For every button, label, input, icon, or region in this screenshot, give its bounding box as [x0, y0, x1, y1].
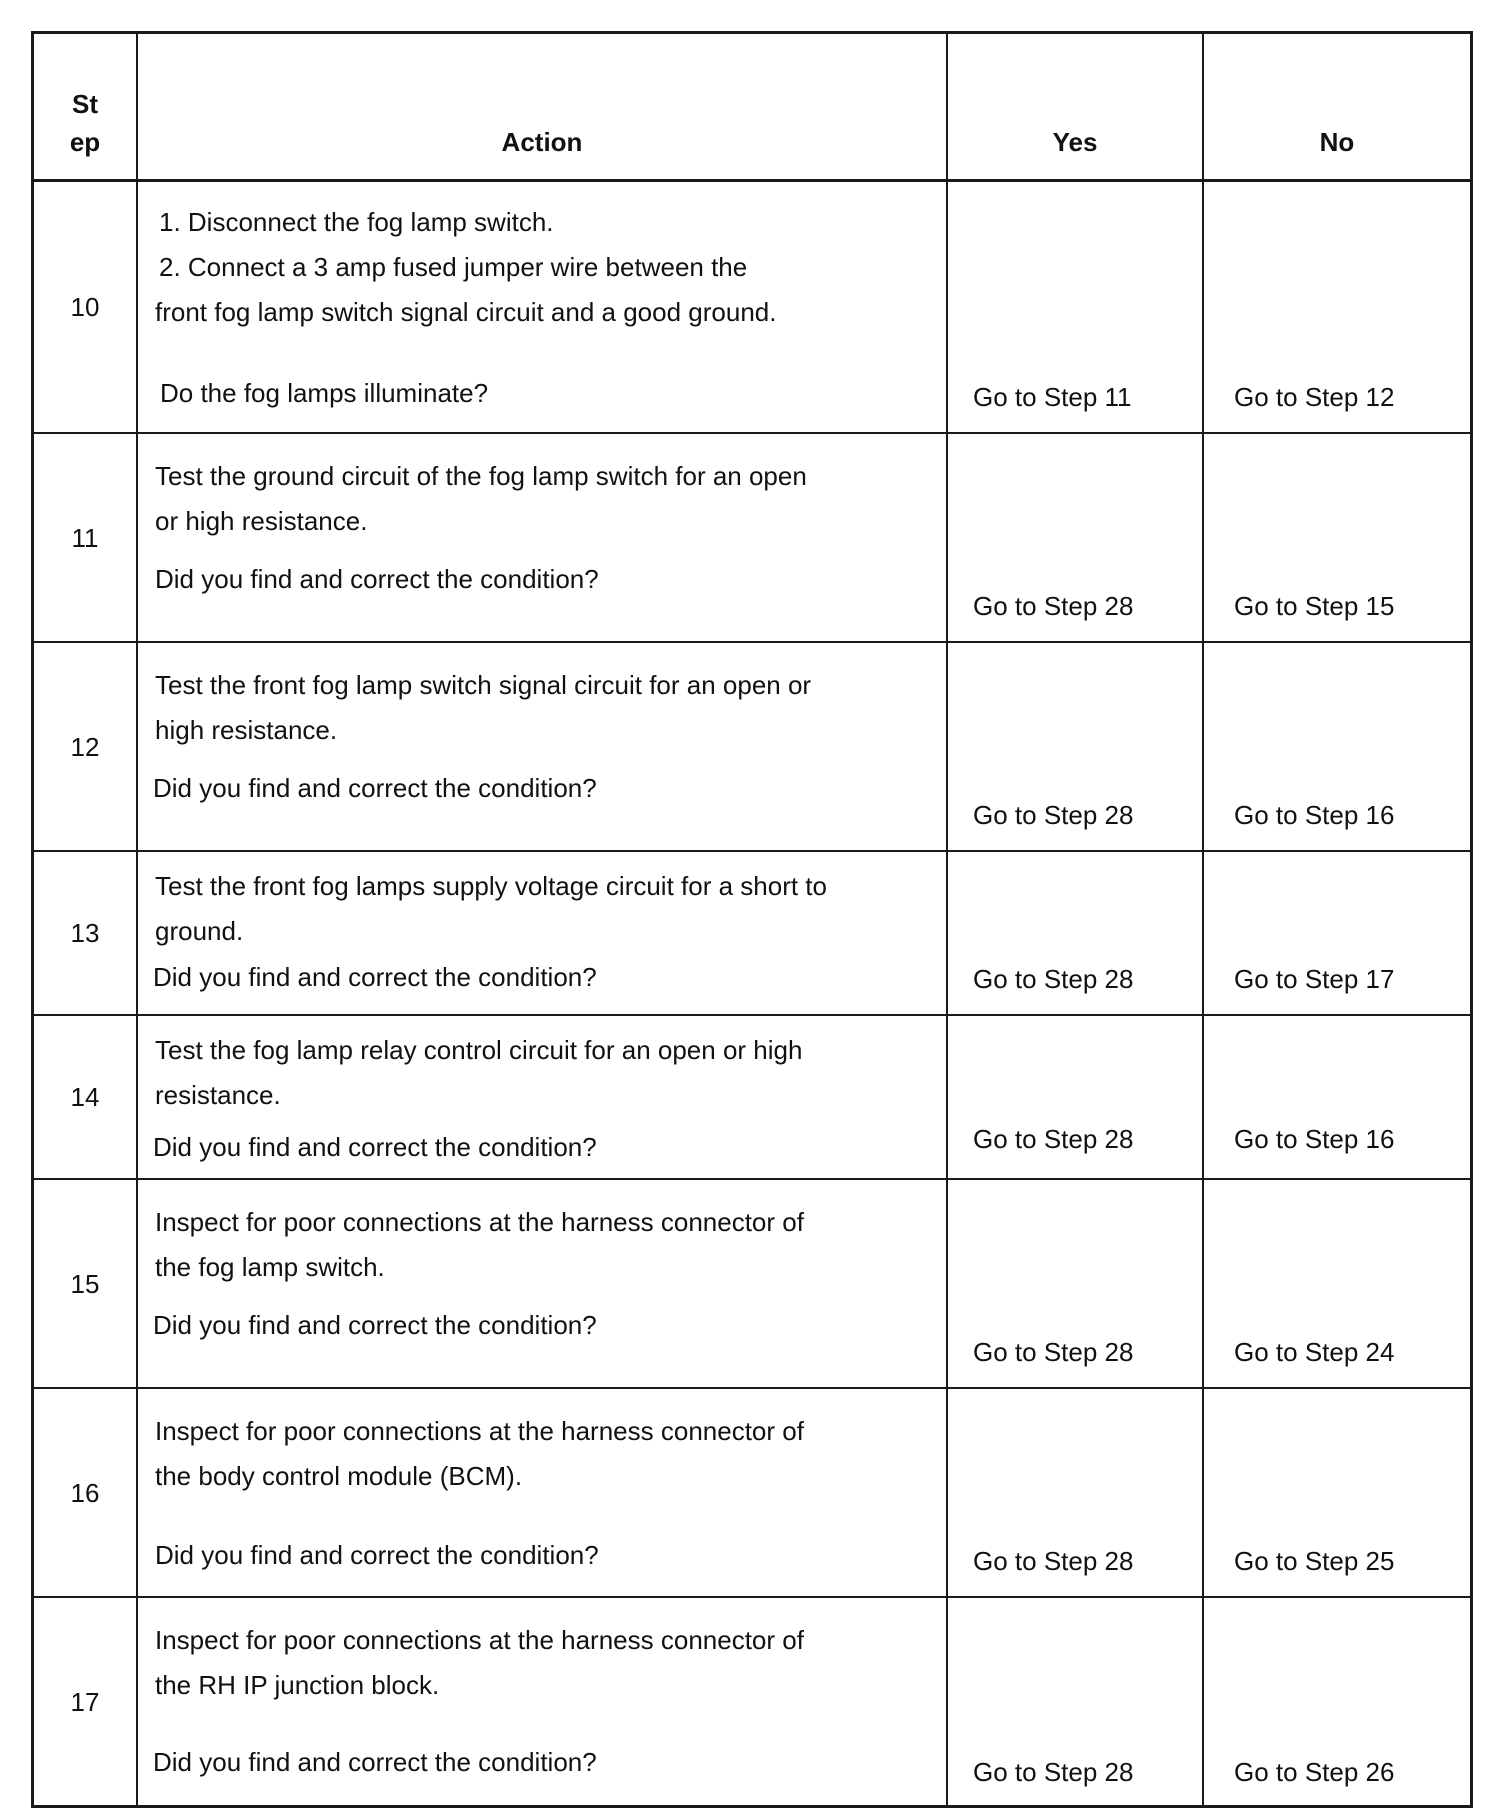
yes-goto-text: Go to Step 28	[973, 1757, 1134, 1787]
no-cell	[1204, 1180, 1470, 1387]
no-goto-text: Go to Step 16	[1234, 800, 1395, 830]
action-line: front fog lamp switch signal circuit and a good ground.	[155, 297, 777, 327]
header-yes-cell	[948, 34, 1204, 179]
action-cell	[138, 852, 948, 1014]
action-line: Test the fog lamp relay control circuit for an open or high	[155, 1035, 803, 1065]
action-line: the fog lamp switch.	[155, 1252, 385, 1282]
action-line: Inspect for poor connections at the harness connector of	[155, 1416, 804, 1446]
diagnostic-table	[31, 31, 1473, 1808]
action-line: the body control module (BCM).	[155, 1461, 523, 1491]
yes-cell	[948, 1180, 1204, 1387]
no-goto-text: Go to Step 17	[1234, 964, 1395, 994]
action-line: Test the front fog lamps supply voltage circuit for a short to	[155, 871, 827, 901]
step-cell	[34, 1389, 138, 1596]
action-cell	[138, 643, 948, 850]
no-goto-text: Go to Step 16	[1234, 1124, 1395, 1154]
header-yes-label: Yes	[1052, 127, 1098, 157]
action-cell	[138, 434, 948, 641]
no-cell	[1204, 434, 1470, 641]
yes-goto-text: Go to Step 11	[973, 382, 1132, 412]
action-line: or high resistance.	[155, 506, 368, 536]
header-step-label	[34, 85, 136, 161]
step-cell	[34, 434, 138, 641]
yes-goto-text: Go to Step 28	[973, 800, 1134, 830]
no-cell	[1204, 643, 1470, 850]
table-row	[34, 1180, 1470, 1389]
step-cell	[34, 1180, 138, 1387]
table-row	[34, 852, 1470, 1016]
yes-goto-text: Go to Step 28	[973, 591, 1134, 621]
action-question: Did you find and correct the condition?	[155, 564, 599, 594]
table-row	[34, 434, 1470, 643]
header-no-label: No	[1319, 127, 1355, 157]
yes-cell	[948, 852, 1204, 1014]
yes-cell	[948, 1598, 1204, 1805]
action-line: Inspect for poor connections at the harness connector of	[155, 1625, 804, 1655]
action-cell	[138, 182, 948, 432]
action-text	[155, 663, 886, 753]
action-text	[155, 1200, 886, 1290]
action-question: Do the fog lamps illuminate?	[160, 378, 489, 408]
yes-cell	[948, 434, 1204, 641]
no-goto-text: Go to Step 24	[1234, 1337, 1395, 1367]
step-cell	[34, 1016, 138, 1178]
step-number: 15	[70, 1268, 100, 1299]
table-row	[34, 1016, 1470, 1180]
no-cell	[1204, 182, 1470, 432]
action-cell	[138, 1598, 948, 1805]
action-cell	[138, 1180, 948, 1387]
step-cell	[34, 852, 138, 1014]
yes-goto-text: Go to Step 28	[973, 1124, 1134, 1154]
header-action-cell	[138, 34, 948, 179]
yes-cell	[948, 182, 1204, 432]
action-question: Did you find and correct the condition?	[153, 962, 597, 992]
no-cell	[1204, 1598, 1470, 1805]
table-row	[34, 643, 1470, 852]
action-line: high resistance.	[155, 715, 338, 745]
header-step-line1: St	[72, 89, 98, 119]
action-text	[155, 864, 886, 954]
action-line: Inspect for poor connections at the harness connector of	[155, 1207, 804, 1237]
step-cell	[34, 1598, 138, 1805]
no-goto-text: Go to Step 15	[1234, 591, 1395, 621]
action-question: Did you find and correct the condition?	[153, 1747, 597, 1777]
table-header-row	[34, 34, 1470, 182]
no-cell	[1204, 852, 1470, 1014]
yes-goto-text: Go to Step 28	[973, 964, 1134, 994]
table-row	[34, 1389, 1470, 1598]
yes-cell	[948, 1016, 1204, 1178]
action-question: Did you find and correct the condition?	[153, 773, 597, 803]
action-cell	[138, 1389, 948, 1596]
action-line: resistance.	[155, 1080, 281, 1110]
header-step-line2: ep	[69, 127, 101, 157]
step-number: 17	[70, 1686, 100, 1717]
action-question: Did you find and correct the condition?	[153, 1132, 597, 1162]
no-cell	[1204, 1016, 1470, 1178]
action-question: Did you find and correct the condition?	[153, 1310, 597, 1340]
no-goto-text: Go to Step 12	[1234, 382, 1395, 412]
yes-cell	[948, 643, 1204, 850]
no-cell	[1204, 1389, 1470, 1596]
header-action-label: Action	[501, 127, 583, 157]
action-line: Test the ground circuit of the fog lamp switch for an open	[155, 461, 807, 491]
header-no-cell	[1204, 34, 1470, 179]
no-goto-text: Go to Step 25	[1234, 1546, 1395, 1576]
step-number: 10	[70, 292, 100, 322]
table-row	[34, 182, 1470, 434]
action-line: Test the front fog lamp switch signal circuit for an open or	[155, 670, 812, 700]
action-line: 2. Connect a 3 amp fused jumper wire between the	[159, 252, 748, 282]
step-number: 11	[71, 522, 99, 553]
step-number: 14	[70, 1082, 100, 1112]
header-step-cell	[34, 34, 138, 179]
action-text	[155, 454, 886, 544]
step-cell	[34, 643, 138, 850]
action-line: 1. Disconnect the fog lamp switch.	[159, 207, 554, 237]
step-number: 12	[70, 731, 100, 762]
action-cell	[138, 1016, 948, 1178]
step-number: 16	[70, 1477, 100, 1508]
step-cell	[34, 182, 138, 432]
action-text	[155, 1028, 886, 1118]
action-line: ground.	[155, 916, 244, 946]
table-row	[34, 1598, 1470, 1805]
action-text	[155, 1618, 886, 1708]
yes-cell	[948, 1389, 1204, 1596]
yes-goto-text: Go to Step 28	[973, 1337, 1134, 1367]
yes-goto-text: Go to Step 28	[973, 1546, 1134, 1576]
step-number: 13	[70, 918, 100, 948]
action-line: the RH IP junction block.	[155, 1670, 440, 1700]
action-text	[155, 200, 886, 335]
action-question: Did you find and correct the condition?	[155, 1540, 599, 1570]
no-goto-text: Go to Step 26	[1234, 1757, 1395, 1787]
action-text	[155, 1409, 886, 1499]
